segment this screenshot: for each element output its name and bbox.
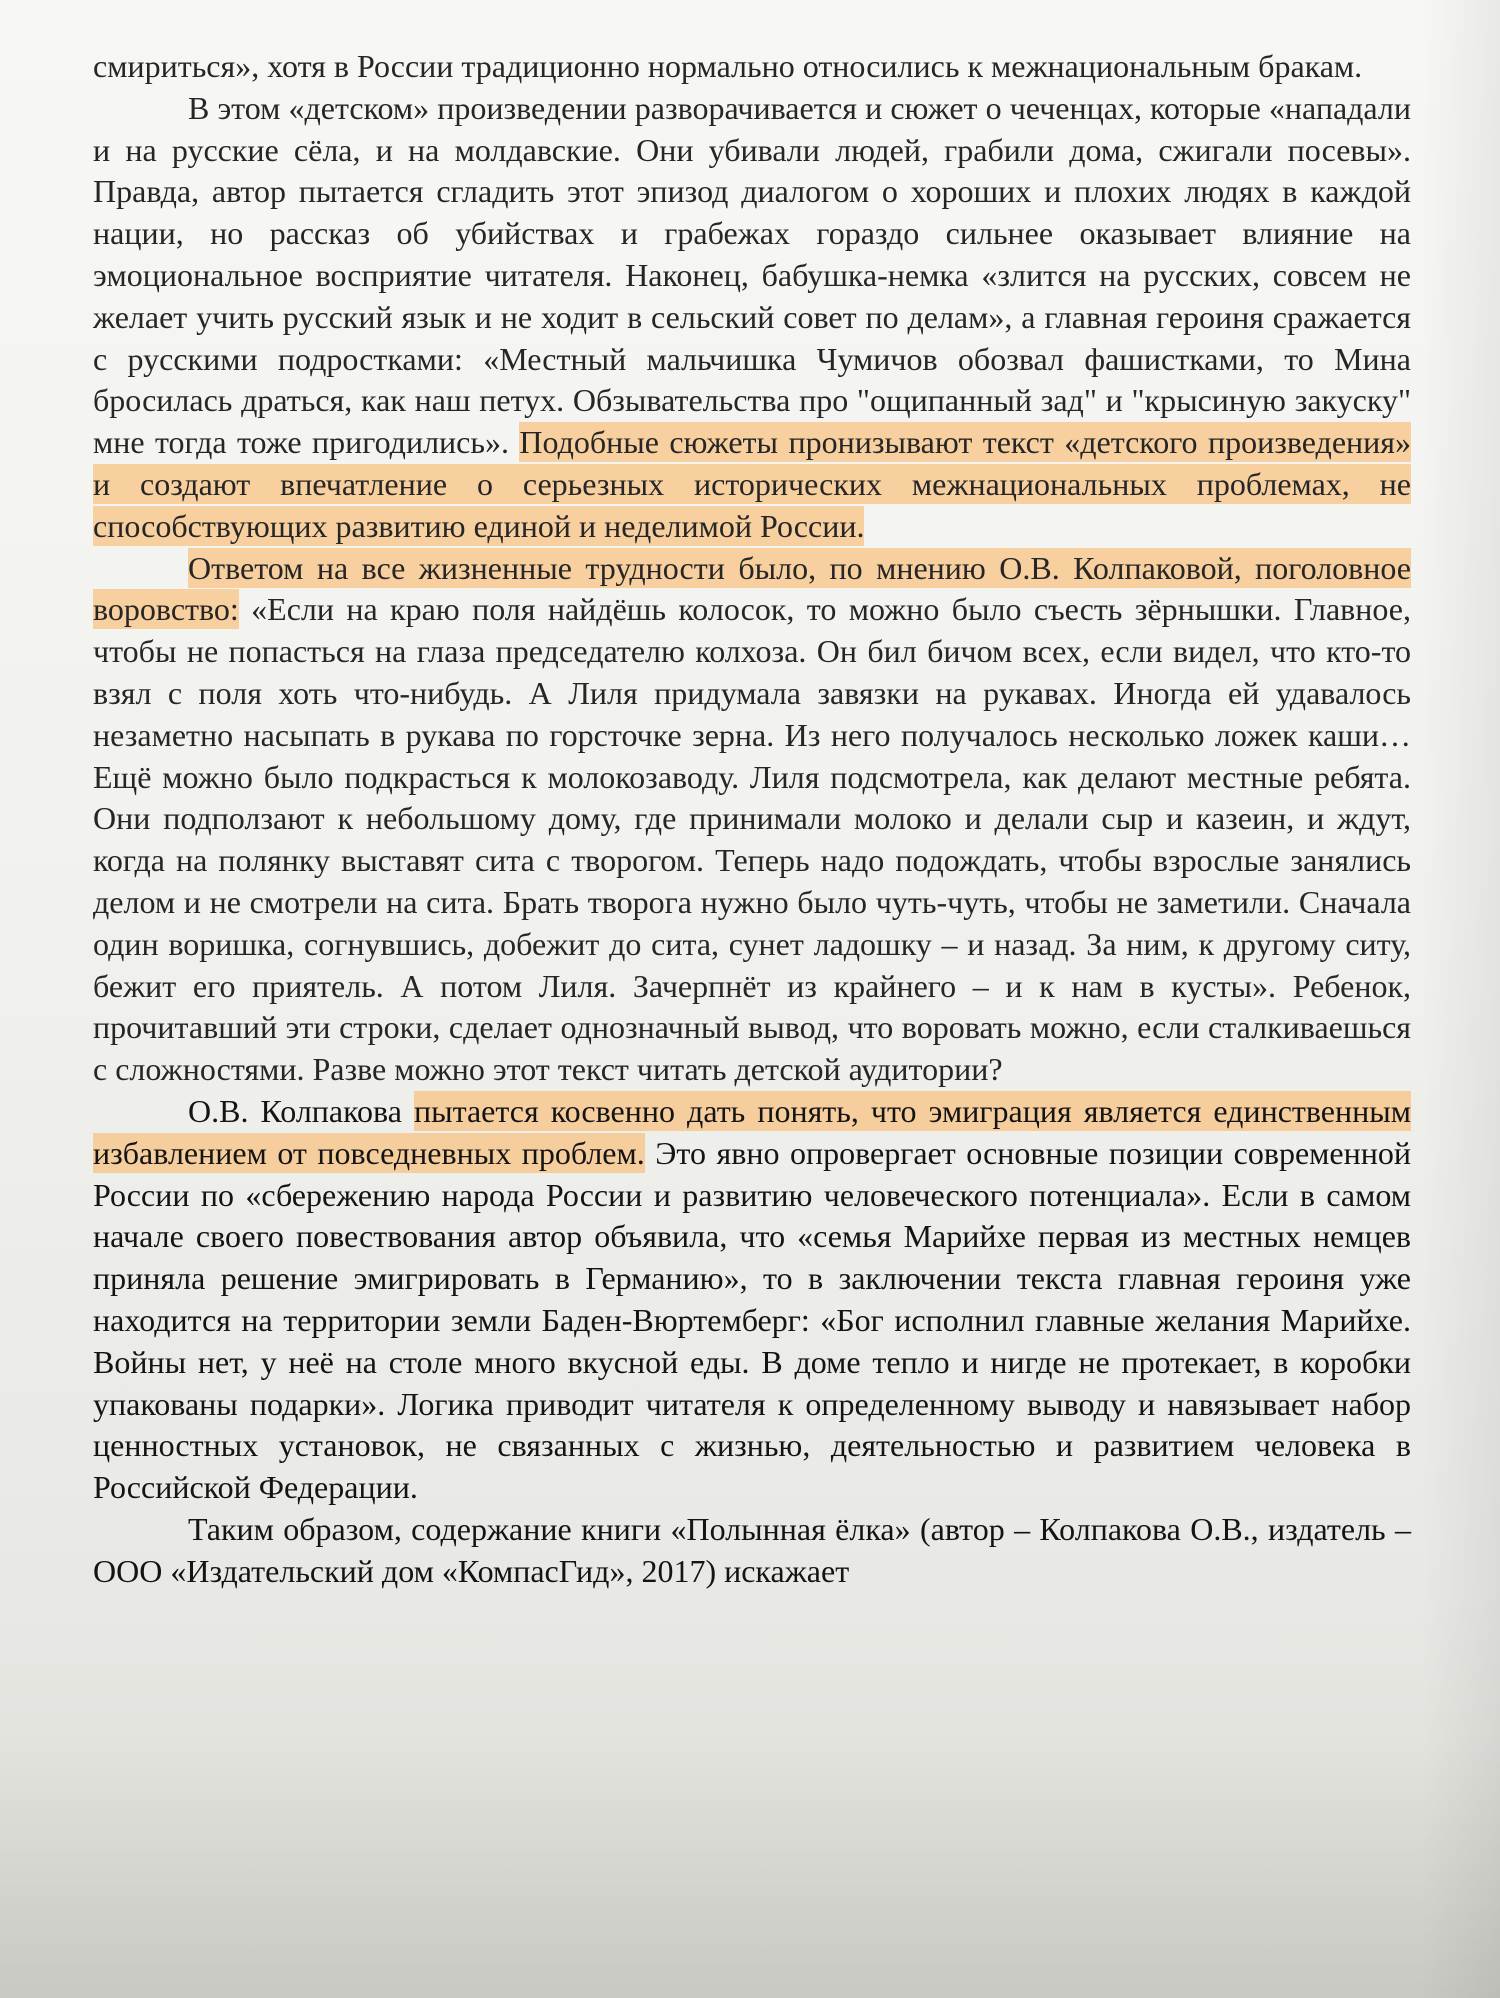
paragraph-5 [93, 1509, 1411, 1593]
highlight-plot-lines: Подобные сюжеты пронизывают текст «детского произведения» и создают впечатление о серьезных исторических межнациональных проблемах, не способствующих развитию единой и неделимой России. [93, 424, 1412, 544]
paragraph-4-lead: О.В. Колпакова [188, 1092, 414, 1129]
highlight-theft-opinion: Ответом на все жизненные трудности было, по мнению О.В. Колпаковой, поголовное воровство: [93, 549, 1411, 628]
page-shadow-bottom [0, 1738, 1500, 1998]
document-body [93, 46, 1411, 1592]
paragraph-2-text: В этом «детском» произведении разворачивается и сюжет о чеченцах, которые «нападали и на русские сёла, и на молдавские. Они убивали людей, грабили дома, сжигали посевы». Правда, автор пытается сгладить этот эпизод диалогом о хороших и плохих людях в каждой нации, но рассказ об убийствах и грабежах гораздо сильнее оказывает влияние на эмоциональное восприятие читателя. Наконец, бабушка-немка «злится на русских, совсем не желает учить русский язык и не ходит в сельский совет по делам», а главная героиня сражается с русскими подростками: «Местный мальчишка Чумичов обозвал фашистками, то Мина бросилась драться, как наш петух. Обзывательства про "ощипанный зад" и "крысиную закуску" мне тогда тоже пригодились». [93, 89, 1411, 461]
highlight-emigration: пытается косвенно дать понять, что эмиграция является единственным избавлением от повседневных проблем. [93, 1092, 1412, 1171]
paragraph-3 [93, 548, 1411, 1091]
paragraph-5-text: Таким образом, содержание книги «Полынная ёлка» (автор – Колпакова О.В., издатель – ООО «Издательский дом «КомпасГид», 2017) искажает [93, 1510, 1411, 1589]
paragraph-4-text: Это явно опровергает основные позиции современной России по «сбережению народа России и развитию человеческого потенциала». Если в самом начале своего повествования автор объявила, что «семья Марийхе первая из местных немцев приняла решение эмигрировать в Германию», то в заключении текста главная героиня уже находится на территории земли Баден-Вюртемберг: «Бог исполнил главные желания Марийхе. Войны нет, у неё на столе много вкусной еды. В доме тепло и нигде не протекает, в коробки упакованы подарки». Логика приводит читателя к определенному выводу и навязывает набор ценностных установок, не связанных с жизнью, деятельностью и развитием человека в Российской Федерации. [93, 1134, 1412, 1506]
paragraph-1 [93, 46, 1411, 88]
paragraph-1-text: смириться», хотя в России традиционно нормально относились к межнациональным бракам. [93, 48, 1363, 84]
paragraph-3-quote: «Если на краю поля найдёшь колосок, то можно было съесть зёрнышки. Главное, чтобы не попасться на глаза председателю колхоза. Он бил бичом всех, если видел, что кто-то взял с поля хоть что-нибудь. А Лиля придумала завязки на рукавах. Иногда ей удавалось незаметно насыпать в рукава по горсточке зерна. Из него получалось несколько ложек каши… Ещё можно было подкрасться к молокозаводу. Лиля подсмотрела, как делают местные ребята. Они подползают к небольшому дому, где принимали молоко и делали сыр и казеин, и ждут, когда на полянку выставят сита с творогом. Теперь надо подождать, чтобы взрослые занялись делом и не смотрели на сита. Брать творога нужно было чуть-чуть, чтобы не заметили. Сначала один воришка, согнувшись, добежит до сита, сунет ладошку – и назад. За ним, к другому ситу, бежит его приятель. А потом Лиля. Зачерпнёт из крайнего – и к нам в кусты». Ребенок, прочитавший эти строки, сделает однозначный вывод, что воровать можно, если сталкиваешься с сложностями. Разве можно этот текст читать детской аудитории? [93, 591, 1411, 1088]
paragraph-4 [93, 1091, 1411, 1509]
paragraph-2 [93, 88, 1411, 548]
page-shadow-right [1420, 0, 1500, 1998]
